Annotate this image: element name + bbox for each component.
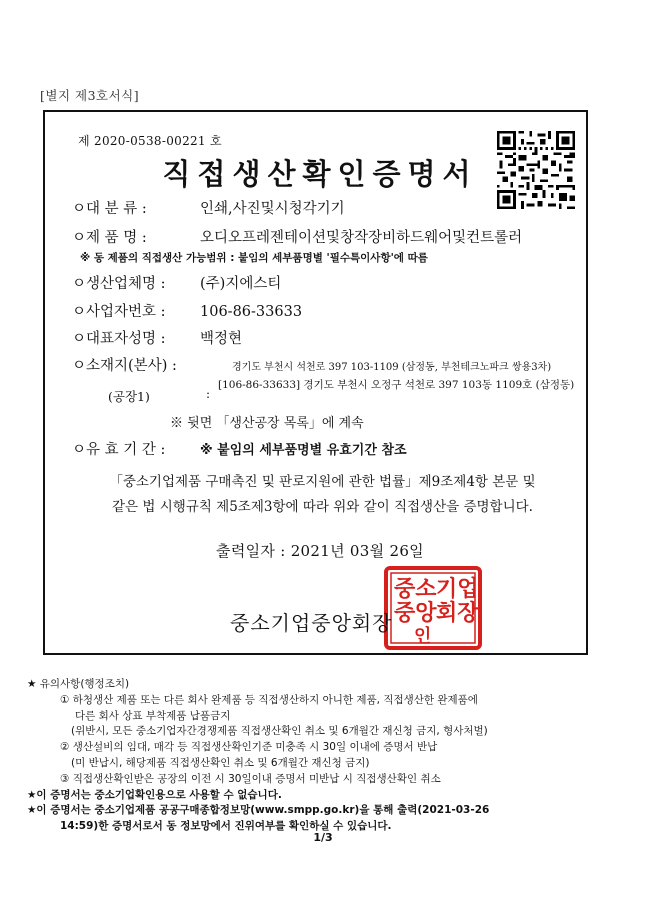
company-value: (주)지에스티: [200, 276, 282, 292]
product-label: ㅇ제 품 명 :: [72, 230, 147, 246]
product-row: [72, 226, 522, 247]
legal-statement: [70, 470, 575, 520]
form-number: [별지 제3호서식]: [40, 88, 140, 103]
ceo-label: ㅇ대표자성명 :: [72, 331, 166, 347]
notice-item-2a: ② 생산설비의 임대, 매각 등 직접생산확인기준 미충족 시 30일 이내에 증명서 반납: [60, 741, 438, 754]
svg-text:중앙: 중앙: [394, 601, 437, 626]
validity-value: ※ 붙임의 세부품명별 유효기간 참조: [200, 443, 407, 458]
issuer-name: 중소기업중앙회장: [230, 611, 393, 635]
certificate-title: 직접생산확인증명서: [162, 157, 478, 191]
ceo-row: [72, 327, 242, 348]
scope-note: ※ 동 제품의 직접생산 가능범위 : 붙임의 세부품명별 '필수특이사항'에 따름: [80, 252, 428, 264]
notice-item-1c: (위반시, 모든 중소기업자간경쟁제품 직접생산확인 취소 및 6개월간 재신청 금지, 형사처벌): [71, 725, 488, 738]
rear-page-note: ※ 뒷면 「생산공장 목록」에 계속: [170, 416, 364, 431]
factory-label: (공장1): [108, 389, 150, 404]
bizno-label: ㅇ사업자번호 :: [72, 304, 166, 320]
ceo-value: 백정현: [200, 331, 243, 347]
notice-item-1a: ① 하청생산 제품 또는 다른 회사 완제품 등 직접생산하지 아니한 제품, 직접생산한 완제품에: [60, 693, 478, 706]
company-label: ㅇ생산업체명 :: [72, 276, 166, 292]
notice-star-3a: ★이 증명서는 중소기업제품 공공구매종합정보망(www.smpp.go.kr)을 통해 출력(2021-03-26: [27, 804, 490, 817]
notice-title: ★ 유의사항(행정조치): [27, 678, 130, 690]
product-value: 오디오프레젠테이션및창작장비하드웨어및컨트롤러: [200, 230, 523, 246]
certificate-number: 제 2020-0538-00221 호: [78, 134, 222, 148]
factory-address: [106-86-33633] 경기도 부천시 오정구 석천로 397 103동 1109호 (삼정동): [218, 379, 575, 391]
notice-star-3b: 14:59)한 증명서로서 동 정보망에서 진위여부를 확인하실 수 있습니다.: [60, 820, 392, 833]
svg-text:기업: 기업: [436, 577, 479, 602]
category-row: [72, 197, 345, 218]
notice-item-3: ③ 직접생산확인받은 공장의 이전 시 30일이내 증명서 미반납 시 직접생산확인 취소: [60, 772, 441, 785]
category-label: ㅇ대 분 류 :: [72, 201, 147, 217]
factory-colon: :: [206, 387, 211, 401]
address-value: 경기도 부천시 석천로 397 103-1109 (삼정동, 부천테크노파크 쌍용3차): [232, 362, 552, 373]
notice-star-2: ★이 증명서는 중소기업확인용으로 사용할 수 없습니다.: [27, 788, 282, 801]
svg-text:회장: 회장: [436, 601, 479, 626]
bizno-row: [72, 300, 302, 321]
official-seal-icon: [384, 566, 482, 650]
legal-line-1: 「중소기업제품 구매촉진 및 판로지원에 관한 법률」제9조제4항 본문 및: [109, 474, 536, 490]
svg-text:중소: 중소: [394, 577, 437, 602]
svg-text:인: 인: [414, 626, 432, 647]
validity-label: ㅇ유 효 기 간 :: [72, 442, 166, 458]
bizno-value: 106-86-33633: [200, 304, 303, 320]
notice-section: [27, 677, 627, 835]
validity-row: [72, 438, 407, 459]
notice-item-1b: 다른 회사 상표 부착제품 납품금지: [75, 709, 231, 722]
address-label: ㅇ소재지(본사) :: [72, 358, 177, 374]
notice-item-2b: (미 반납시, 해당제품 직접생산확인 취소 및 6개월간 재신청 금지): [71, 756, 370, 769]
address-row: [72, 354, 200, 375]
category-value: 인쇄,사진및시청각기기: [200, 201, 345, 217]
company-row: [72, 272, 281, 293]
print-date: 출력일자 : 2021년 03월 26일: [216, 542, 424, 560]
page-number: 1/3: [313, 831, 333, 844]
legal-line-2: 같은 법 시행규칙 제5조제3항에 따라 위와 같이 직접생산을 증명합니다.: [112, 499, 533, 515]
